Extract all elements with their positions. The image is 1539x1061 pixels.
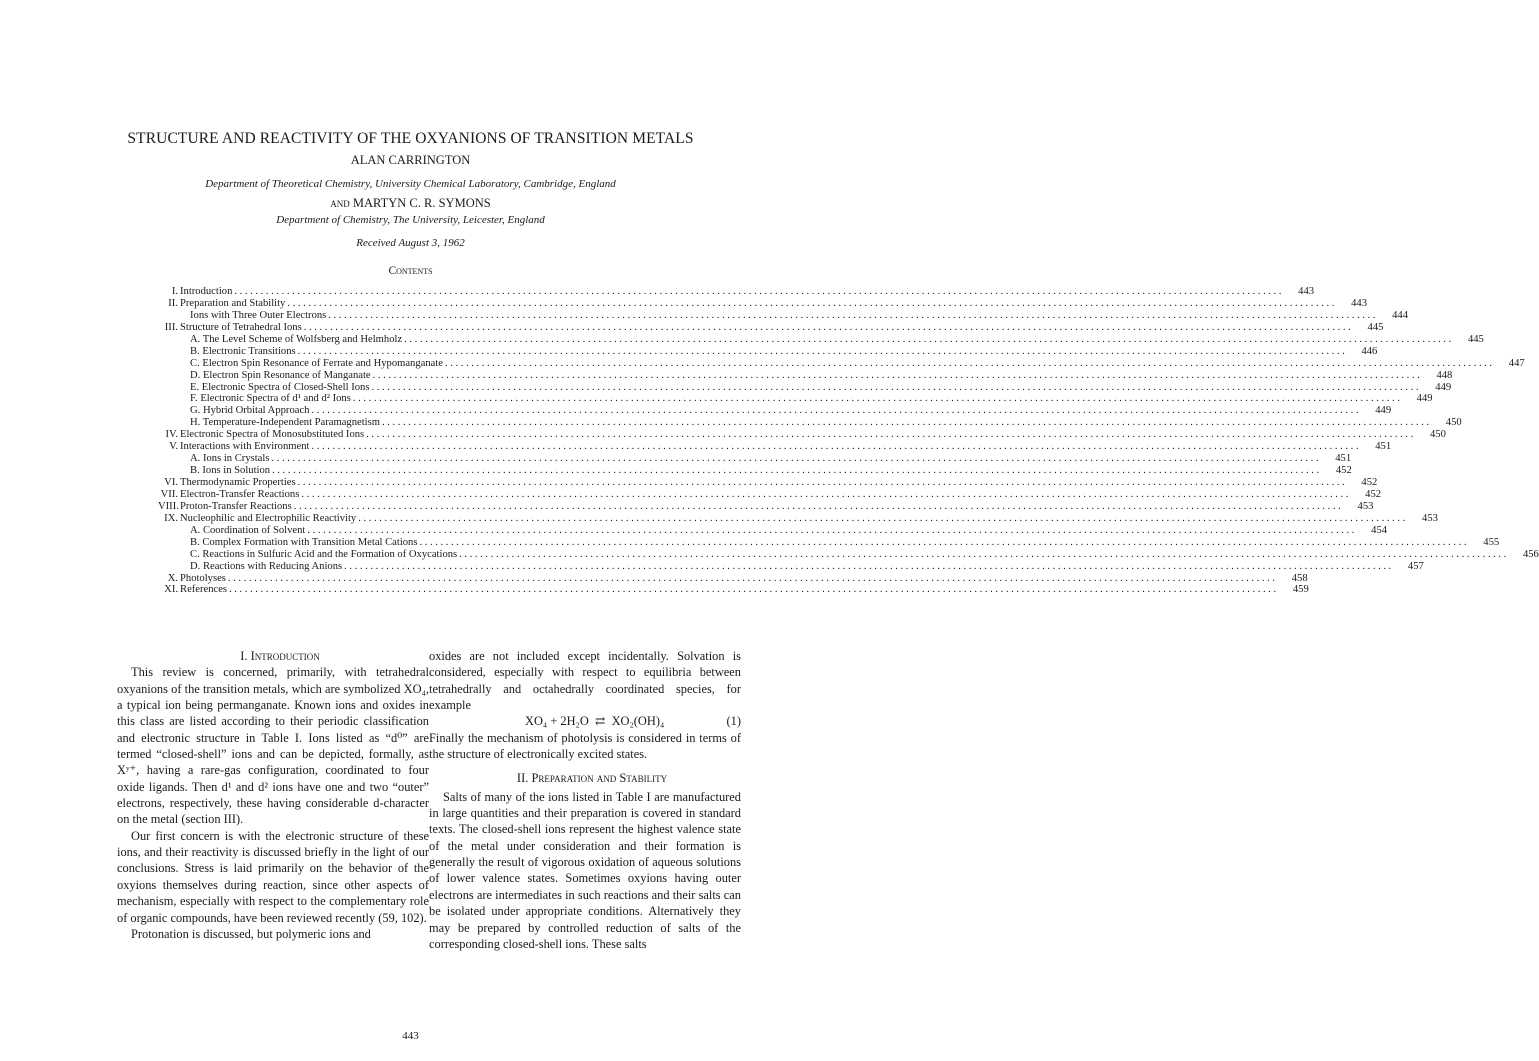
toc-leader-dots: ........................................................................................................................................................................................................ (287, 297, 1338, 309)
toc-entry (158, 357, 1525, 370)
toc-entry (158, 405, 1392, 417)
toc-page-number: 457 (1407, 560, 1424, 572)
toc-page-number: 456 (1522, 548, 1539, 560)
toc-page-number: 443 (1298, 286, 1315, 297)
toc-leader-dots: ........................................................................................................................................................................................................ (229, 584, 1279, 596)
toc-entry (158, 345, 1378, 358)
toc-page-number: 446 (1361, 345, 1378, 357)
toc-entry (158, 572, 1308, 585)
toc-number: XI. (164, 584, 178, 596)
toc-page-number: 455 (1483, 536, 1500, 548)
toc-leader-dots: ........................................................................................................................................................................................................ (344, 560, 1394, 572)
toc-page-number: 443 (1351, 297, 1368, 309)
toc-page-number: 453 (1357, 500, 1374, 512)
toc-page-number: 450 (1429, 429, 1446, 441)
toc-entry (158, 297, 1368, 310)
toc-entry (158, 584, 1309, 596)
toc-title: A. The Level Scheme of Wolfsberg and Helmholz (190, 333, 403, 345)
toc-leader-dots: ........................................................................................................................................................................................................ (297, 477, 1348, 488)
affiliation-2: Department of Chemistry, The University, Leicester, England (276, 214, 545, 226)
toc-leader-dots: ........................................................................................................................................................................................................ (358, 512, 1408, 524)
toc-leader-dots: ........................................................................................................................................................................................................ (301, 488, 1352, 500)
toc-number: VII. (160, 488, 178, 500)
toc-title: Photolyses (180, 572, 226, 584)
toc-page-number: 447 (1508, 357, 1525, 369)
article-title: STRUCTURE AND REACTIVITY OF THE OXYANIONS OF TRANSITION METALS (127, 130, 694, 147)
toc-page-number: 449 (1375, 405, 1392, 417)
toc-entry (158, 333, 1484, 346)
toc-number: VIII. (158, 500, 179, 512)
toc-entry (158, 381, 1452, 394)
toc-number: IV. (165, 429, 178, 441)
toc-entry (158, 536, 1500, 549)
toc-entry (158, 465, 1352, 477)
paragraph: Protonation is discussed, but polymeric ions and (131, 926, 371, 941)
toc-title: D. Reactions with Reducing Anions (190, 560, 343, 572)
toc-entry (158, 500, 1374, 513)
toc-leader-dots: ........................................................................................................................................................................................................ (311, 441, 1362, 453)
toc-leader-dots: ........................................................................................................................................................................................................ (303, 321, 1354, 333)
affiliation-1: Department of Theoretical Chemistry, University Chemical Laboratory, Cambridge, England (205, 178, 616, 190)
equation-1 (429, 713, 741, 729)
toc-page-number: 451 (1335, 453, 1352, 465)
toc-page-number: 453 (1422, 512, 1438, 524)
toc-title: B. Complex Formation with Transition Metal Cations (190, 536, 418, 548)
toc-page-number: 450 (1445, 417, 1462, 429)
toc-number: V. (169, 441, 178, 453)
paragraph: Our first concern is with the electronic structure of these ions, and their reactivity is discussed briefly in the light of our conclusions. Stress is laid primarily on the behavior of the oxyions themselves during reaction, since other aspects of mechanism, especially with respect to the complementary role of organic compounds, have been reviewed recently (59, 102). (117, 828, 429, 925)
toc-number: IX. (164, 512, 178, 524)
toc-title: A. Coordination of Solvent (190, 524, 306, 536)
equation-number: (1) (726, 714, 741, 729)
and-word: and (330, 196, 350, 210)
section-heading-preparation: II. Preparation and Stability (516, 771, 668, 786)
toc-leader-dots: ........................................................................................................................................................................................................ (311, 405, 1362, 417)
toc-page-number: 448 (1436, 369, 1453, 381)
toc-number: III. (164, 321, 178, 333)
toc-entry (158, 417, 1462, 429)
paragraph: oxides are not included except incidentally. Solvation is considered, especially with respect to equilibria between tetrahedrally and octahedrally coordinated species, for example (429, 649, 741, 713)
toc-entry (158, 369, 1453, 382)
toc-title: Electron-Transfer Reactions (180, 488, 300, 500)
toc-leader-dots: ........................................................................................................................................................................................................ (227, 572, 1278, 584)
toc-leader-dots: ........................................................................................................................................................................................................ (366, 429, 1416, 441)
toc-number: II. (168, 297, 178, 309)
received-date: Received August 3, 1962 (356, 237, 465, 249)
toc-entry (158, 441, 1392, 453)
toc-entry (158, 393, 1433, 405)
toc-page-number: 449 (1416, 393, 1433, 405)
toc-page-number: 459 (1292, 584, 1309, 596)
toc-leader-dots: ........................................................................................................................................................................................................ (234, 286, 1285, 297)
page-number: 443 (402, 1030, 419, 1042)
left-column (117, 648, 429, 942)
toc-leader-dots: ........................................................................................................................................................................................................ (371, 381, 1422, 393)
toc-title: F. Electronic Spectra of d¹ and d² Ions (190, 393, 351, 405)
toc-leader-dots: ........................................................................................................................................................................................................ (271, 453, 1322, 465)
toc-page-number: 452 (1361, 477, 1378, 488)
toc-title: A. Ions in Crystals (190, 453, 270, 465)
toc-page-number: 444 (1392, 309, 1408, 321)
toc-title: Interactions with Environment (180, 441, 310, 453)
author-2-line (0, 196, 821, 211)
toc-number: X. (167, 572, 178, 584)
toc-entry (158, 477, 1378, 489)
toc-leader-dots: ........................................................................................................................................................................................................ (459, 548, 1509, 560)
equation-text: XO₄ + 2H₂O ⇄ XO₂(OH)₄ (525, 714, 665, 729)
toc-leader-dots: ........................................................................................................................................................................................................ (419, 536, 1470, 548)
toc-page-number: 445 (1467, 333, 1484, 345)
toc-title: Nucleophilic and Electrophilic Reactivity (180, 512, 357, 524)
toc-leader-dots: ........................................................................................................................................................................................................ (328, 309, 1378, 321)
toc-page-number: 449 (1435, 381, 1452, 393)
toc-page-number: 445 (1367, 321, 1384, 333)
toc-page-number: 451 (1375, 441, 1392, 453)
toc-page-number: 458 (1291, 572, 1308, 584)
toc-title: C. Electron Spin Resonance of Ferrate and Hypomanganate (190, 357, 443, 369)
toc-title: Proton-Transfer Reactions (180, 500, 292, 512)
author-2: MARTYN C. R. SYMONS (352, 196, 491, 210)
toc-title: B. Electronic Transitions (190, 345, 296, 357)
toc-title: Electronic Spectra of Monosubstituted Ions (180, 429, 365, 441)
toc-leader-dots: ........................................................................................................................................................................................................ (381, 417, 1432, 429)
toc-leader-dots: ........................................................................................................................................................................................................ (297, 345, 1348, 357)
toc-entry (158, 524, 1388, 537)
toc-title: D. Electron Spin Resonance of Manganate (190, 369, 371, 381)
toc-title: Preparation and Stability (180, 297, 286, 309)
toc-title: C. Reactions in Sulfuric Acid and the Formation of Oxycations (190, 548, 458, 560)
toc-page-number: 454 (1371, 524, 1388, 536)
toc-entry (158, 309, 1408, 322)
toc-title: G. Hybrid Orbital Approach (190, 405, 310, 417)
toc-leader-dots: ........................................................................................................................................................................................................ (352, 393, 1403, 405)
right-column (429, 648, 741, 952)
toc-entry (158, 488, 1382, 501)
toc-title: Ions with Three Outer Electrons (190, 309, 327, 321)
toc-title: Introduction (180, 286, 233, 297)
toc-number: I. (171, 286, 178, 297)
toc-entry (158, 453, 1352, 465)
toc-leader-dots: ........................................................................................................................................................................................................ (372, 369, 1423, 381)
paragraph: Finally the mechanism of photolysis is considered in terms of the structure of electronically excited states. (429, 730, 741, 762)
toc-entry (158, 548, 1539, 561)
toc-title: B. Ions in Solution (190, 465, 271, 477)
toc-entry (158, 286, 1315, 298)
toc-leader-dots: ........................................................................................................................................................................................................ (445, 357, 1495, 369)
toc-entry (158, 560, 1424, 573)
toc-title: H. Temperature-Independent Paramagnetism (190, 417, 380, 429)
toc-leader-dots: ........................................................................................................................................................................................................ (293, 500, 1344, 512)
toc-leader-dots: ........................................................................................................................................................................................................ (272, 465, 1322, 477)
paragraph: Salts of many of the ions listed in Table I are manufactured in large quantities and their preparation is covered in standard texts. The closed-shell ions represent the highest valence state of the metal under consideration and their formation is generally the result of vigorous oxidation of aqueous solutions of lower valence states. Sometimes oxyions having outer electrons are intermediates in such reactions and their salts can be isolated under appropriate conditions. Alternatively they may be prepared by controlled reduction of salts of the corresponding closed-shell ions. These salts (429, 789, 741, 951)
table-of-contents (158, 286, 1539, 596)
toc-entry (158, 429, 1446, 441)
toc-title: Thermodynamic Properties (180, 477, 296, 488)
toc-leader-dots: ........................................................................................................................................................................................................ (307, 524, 1358, 536)
contents-heading: Contents (388, 265, 433, 277)
toc-title: References (180, 584, 228, 596)
toc-leader-dots: ........................................................................................................................................................................................................ (404, 333, 1454, 345)
section-heading-introduction: I. Introduction (240, 649, 320, 663)
toc-title: Structure of Tetrahedral Ions (180, 321, 302, 333)
toc-number: VI. (164, 477, 178, 488)
toc-page-number: 452 (1365, 488, 1382, 500)
toc-entry (158, 512, 1438, 525)
toc-entry (158, 321, 1384, 334)
toc-title: E. Electronic Spectra of Closed-Shell Ions (190, 381, 370, 393)
toc-page-number: 452 (1335, 465, 1352, 477)
author-1: ALAN CARRINGTON (350, 153, 471, 167)
paragraph: This review is concerned, primarily, with tetrahedral oxyanions of the transition metals, which are symbolized XO₄, a typical ion being permanganate. Known ions and oxides in this class are listed according to their periodic classification and electronic structure in Table I. Ions listed as “d⁰” are termed “closed-shell” ions and can be depicted, formally, as Xʸ⁺, having a rare-gas configuration, coordinated to four oxide ligands. Then d¹ and d² ions have one and two “outer” electrons, respectively, these having considerable d-character on the metal (section III). (117, 665, 429, 827)
